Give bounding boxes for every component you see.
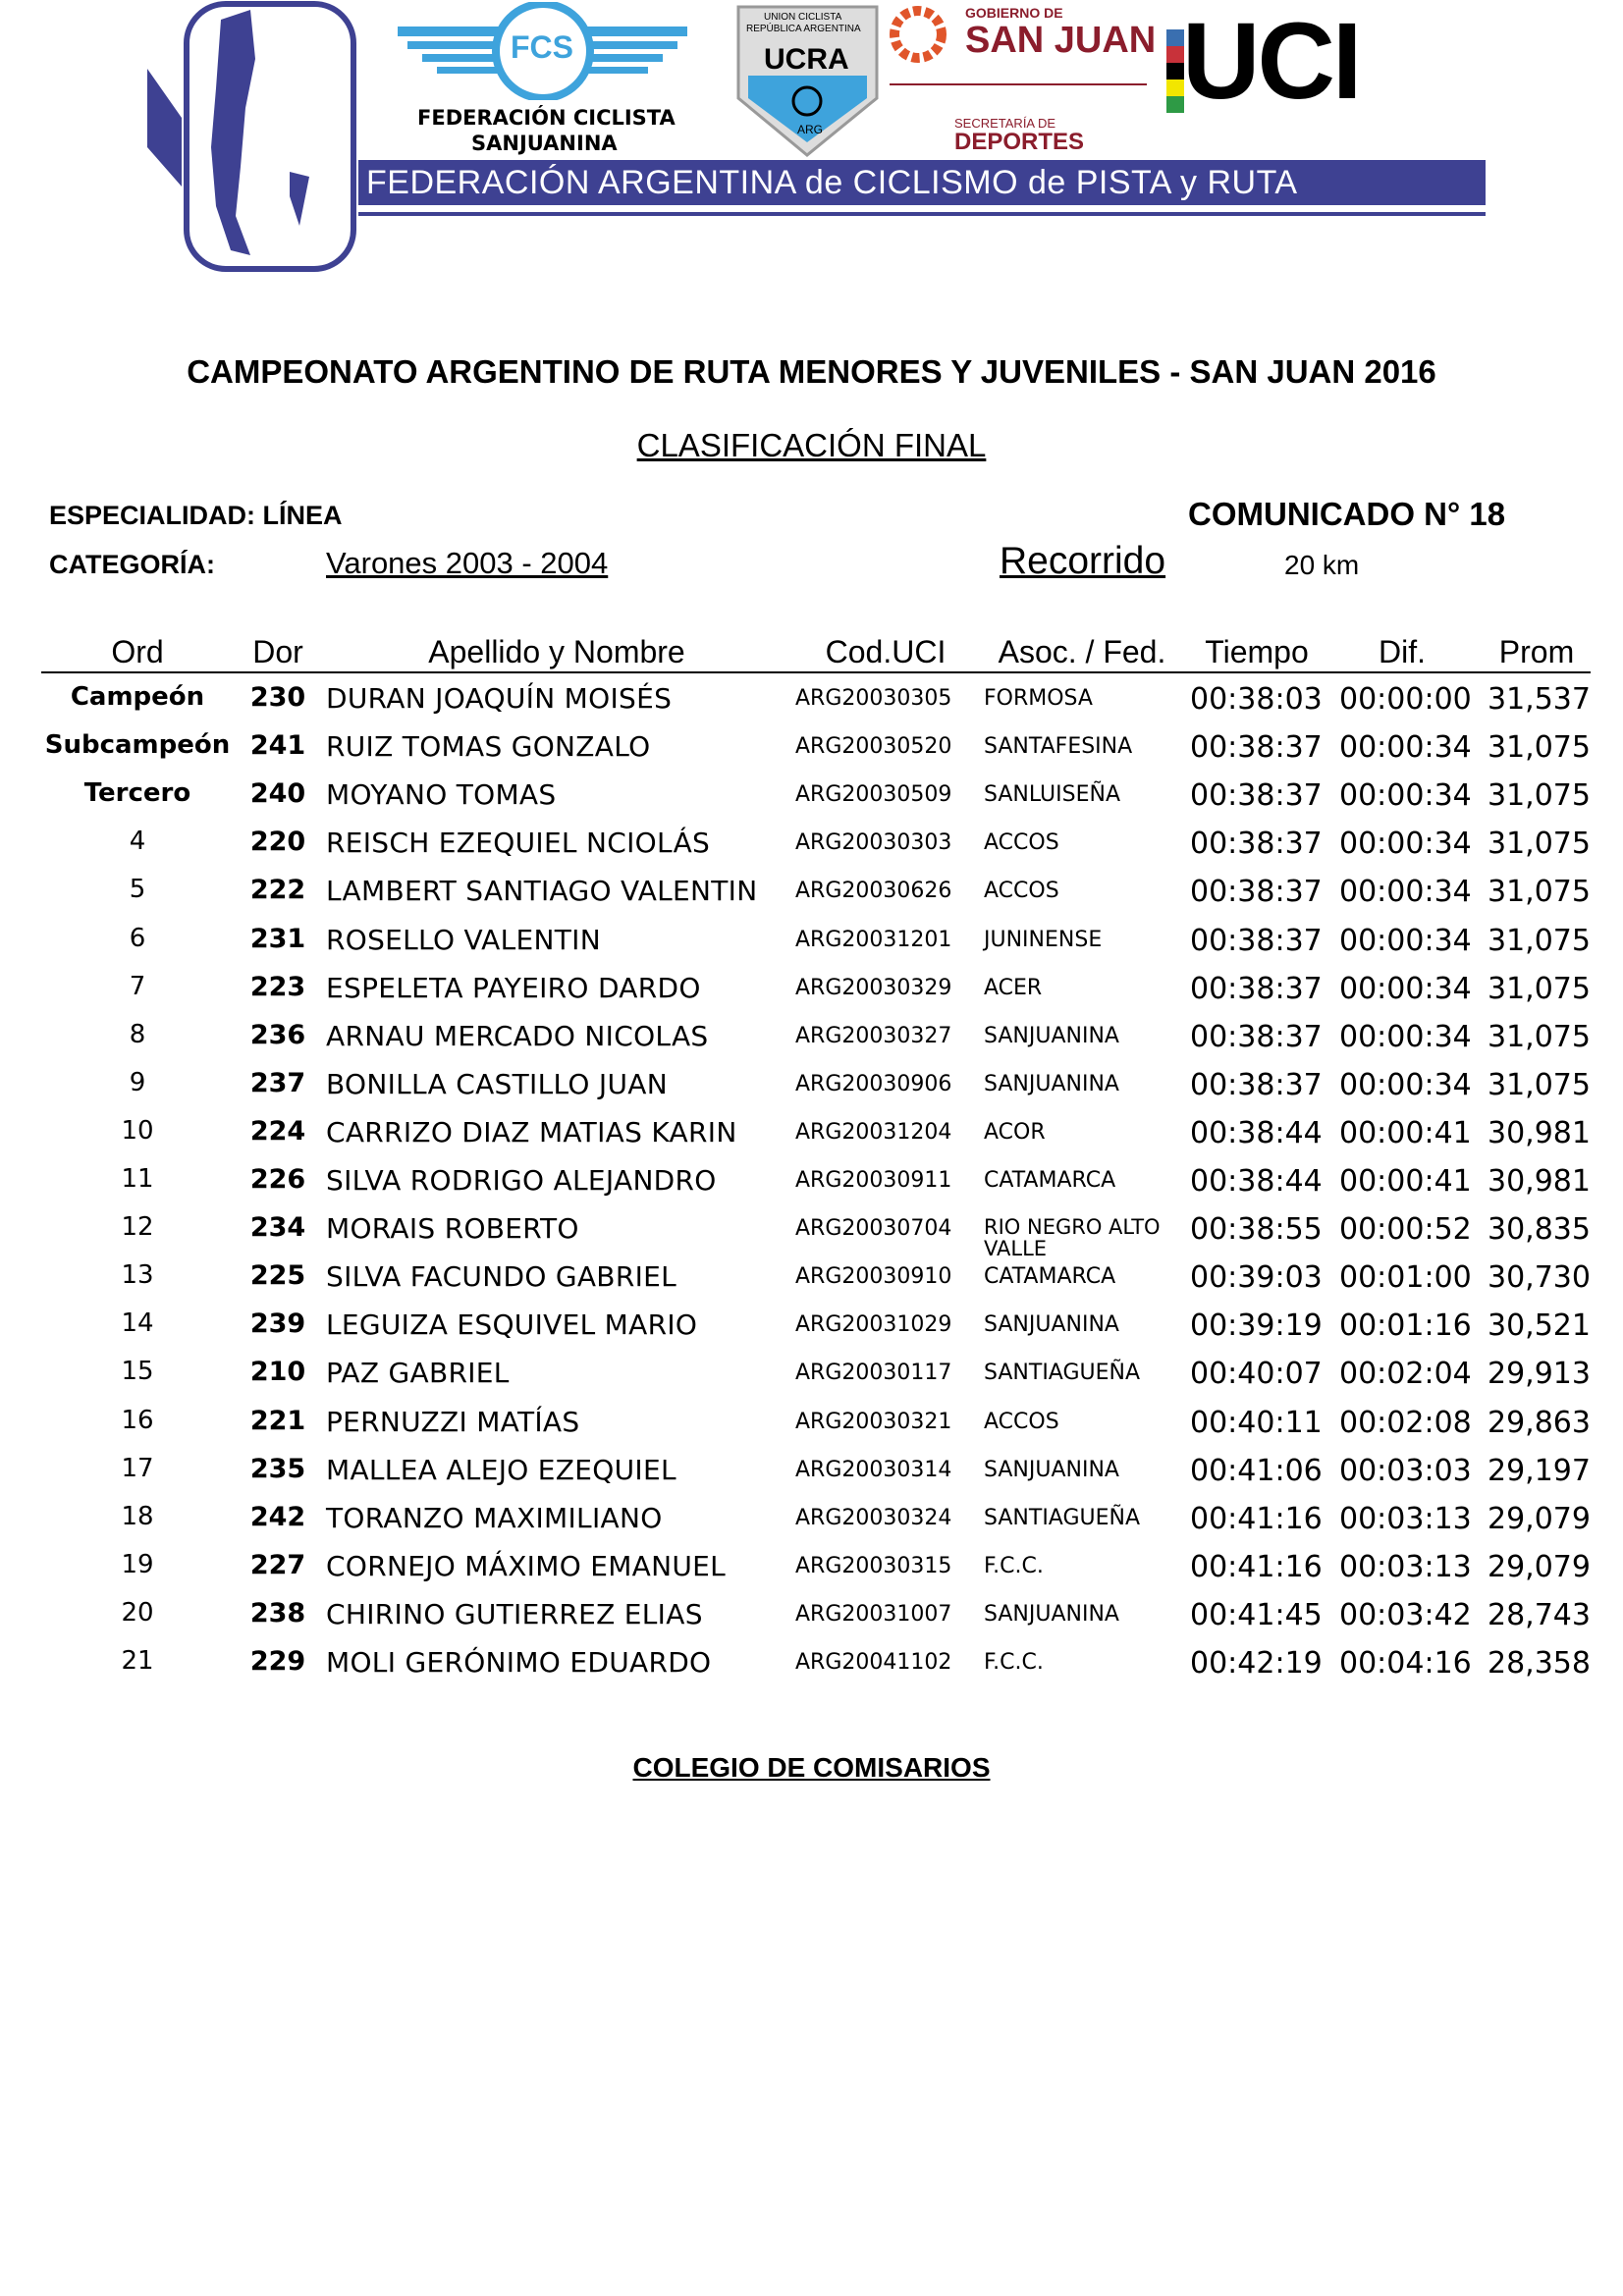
diff-cell: 00:00:41	[1339, 1164, 1472, 1199]
dor-cell: 231	[249, 923, 306, 954]
average-cell: 30,981	[1488, 1164, 1591, 1199]
uci-text: UCI	[1182, 1, 1360, 122]
divider	[890, 83, 1147, 85]
table-row	[0, 778, 1623, 827]
ucra-top1: UNION CICLISTA	[764, 12, 842, 23]
ord-cell: 14	[121, 1308, 154, 1339]
time-cell: 00:39:03	[1190, 1260, 1323, 1296]
federation-cell: SANJUANINA	[984, 1457, 1119, 1482]
table-row	[0, 1502, 1623, 1550]
table-row	[0, 682, 1623, 730]
uci-code-cell: ARG20041102	[795, 1650, 952, 1675]
federation-cell: JUNINENSE	[984, 927, 1103, 952]
time-cell: 00:38:03	[1190, 682, 1323, 717]
header-name: Apellido y Nombre	[428, 634, 685, 669]
ucra-arg: ARG	[797, 123, 824, 136]
dor-cell: 226	[249, 1164, 306, 1195]
page-title: CAMPEONATO ARGENTINO DE RUTA MENORES Y JUVENILES - SAN JUAN 2016	[187, 353, 1436, 390]
federation-cell: ACOR	[984, 1119, 1046, 1145]
time-cell: 00:38:37	[1190, 971, 1323, 1006]
name-cell: CHIRINO GUTIERREZ ELIAS	[326, 1597, 703, 1630]
table-row	[0, 1212, 1623, 1260]
recorrido-value: 20 km	[1284, 550, 1360, 580]
uci-code-cell: ARG20030327	[795, 1023, 952, 1048]
dor-cell: 210	[249, 1357, 306, 1388]
time-cell: 00:41:45	[1190, 1597, 1323, 1632]
ucra-top2: REPÚBLICA ARGENTINA	[746, 24, 861, 34]
federation-cell: F.C.C.	[984, 1650, 1044, 1675]
uci-code-cell: ARG20030704	[795, 1216, 952, 1242]
average-cell: 31,075	[1488, 827, 1591, 862]
ord-cell: Campeón	[70, 682, 205, 712]
ord-cell: 12	[121, 1212, 154, 1243]
time-cell: 00:38:37	[1190, 1019, 1323, 1054]
name-cell: ROSELLO VALENTIN	[326, 923, 601, 956]
federation-cell: SANTIAGUEÑA	[984, 1505, 1141, 1530]
time-cell: 00:41:06	[1190, 1453, 1323, 1488]
time-cell: 00:38:55	[1190, 1212, 1323, 1248]
uci-code-cell: ARG20030321	[795, 1409, 952, 1434]
ord-cell: 4	[129, 827, 146, 857]
federation-cell: CATAMARCA	[984, 1168, 1116, 1193]
federation-banner: FEDERACIÓN ARGENTINA de CICLISMO de PISTA y RUTA	[358, 160, 1486, 205]
table-row	[0, 730, 1623, 778]
table-row	[0, 1020, 1623, 1068]
header-rule	[41, 671, 1591, 673]
dor-cell: 239	[249, 1308, 306, 1340]
name-cell: MOYANO TOMAS	[326, 778, 557, 812]
average-cell: 31,075	[1488, 923, 1591, 958]
table-row	[0, 924, 1623, 972]
diff-cell: 00:00:34	[1339, 778, 1472, 814]
federation-cell: SANTIAGUEÑA	[984, 1361, 1141, 1386]
name-cell: DURAN JOAQUÍN MOISÉS	[326, 682, 673, 715]
table-row	[0, 1260, 1623, 1308]
average-cell: 31,075	[1488, 730, 1591, 766]
federation-cell: ACER	[984, 975, 1043, 1000]
uci-code-cell: ARG20031007	[795, 1601, 952, 1627]
diff-cell: 00:02:04	[1339, 1357, 1472, 1392]
time-cell: 00:38:37	[1190, 730, 1323, 766]
name-cell: BONILLA CASTILLO JUAN	[326, 1067, 668, 1100]
ucra-text: UCRA	[764, 43, 849, 76]
average-cell: 30,521	[1488, 1308, 1591, 1344]
dor-cell: 236	[249, 1019, 306, 1050]
dor-cell: 237	[249, 1067, 306, 1098]
name-cell: PAZ GABRIEL	[326, 1357, 510, 1390]
average-cell: 28,358	[1488, 1646, 1591, 1681]
federation-cell: ACCOS	[984, 879, 1059, 904]
average-cell: 30,730	[1488, 1260, 1591, 1296]
banner-underline	[358, 212, 1486, 216]
ord-cell: 13	[121, 1260, 154, 1291]
diff-cell: 00:03:03	[1339, 1453, 1472, 1488]
federation-cell: SANJUANINA	[984, 1601, 1119, 1627]
uci-code-cell: ARG20031029	[795, 1312, 952, 1338]
footer-signature: COLEGIO DE COMISARIOS	[632, 1752, 991, 1783]
table-row	[0, 1598, 1623, 1646]
diff-cell: 00:02:08	[1339, 1405, 1472, 1440]
sec-small: SECRETARÍA DE	[954, 116, 1056, 131]
dor-cell: 223	[249, 971, 306, 1002]
table-row	[0, 1357, 1623, 1405]
dor-cell: 220	[249, 827, 306, 858]
average-cell: 28,743	[1488, 1597, 1591, 1632]
name-cell: PERNUZZI MATÍAS	[326, 1405, 580, 1438]
sun-icon	[889, 3, 947, 67]
average-cell: 31,075	[1488, 875, 1591, 910]
ord-cell: 7	[129, 971, 146, 1001]
header-ord: Ord	[111, 634, 164, 669]
name-cell: SILVA FACUNDO GABRIEL	[326, 1260, 677, 1294]
uci-code-cell: ARG20030305	[795, 686, 952, 711]
name-cell: RUIZ TOMAS GONZALO	[326, 730, 651, 764]
uci-code-cell: ARG20031204	[795, 1119, 952, 1145]
ord-cell: 19	[121, 1549, 154, 1579]
diff-cell: 00:00:34	[1339, 1067, 1472, 1102]
time-cell: 00:38:44	[1190, 1164, 1323, 1199]
federation-cell: ACCOS	[984, 1409, 1059, 1434]
table-row	[0, 1454, 1623, 1502]
table-row	[0, 1406, 1623, 1454]
federation-cell: FORMOSA	[984, 686, 1093, 711]
federation-cell: SANTAFESINA	[984, 734, 1133, 760]
diff-cell: 00:03:13	[1339, 1549, 1472, 1584]
dor-cell: 241	[249, 730, 306, 762]
table-row	[0, 1646, 1623, 1694]
time-cell: 00:42:19	[1190, 1646, 1323, 1681]
ord-cell: 16	[121, 1405, 154, 1435]
dor-cell: 234	[249, 1212, 306, 1244]
comunicado: COMUNICADO N° 18	[1188, 496, 1506, 532]
time-cell: 00:41:16	[1190, 1501, 1323, 1536]
uci-code-cell: ARG20030911	[795, 1168, 952, 1193]
header-dif: Dif.	[1379, 634, 1426, 669]
table-row	[0, 1550, 1623, 1598]
diff-cell: 00:03:42	[1339, 1597, 1472, 1632]
ord-cell: 9	[129, 1067, 146, 1097]
average-cell: 31,075	[1488, 1067, 1591, 1102]
name-cell: MORAIS ROBERTO	[326, 1212, 579, 1246]
name-cell: MALLEA ALEJO EZEQUIEL	[326, 1453, 676, 1486]
uci-code-cell: ARG20030509	[795, 782, 952, 808]
ord-cell: 20	[121, 1597, 154, 1628]
dor-cell: 235	[249, 1453, 306, 1484]
dor-cell: 227	[249, 1549, 306, 1580]
average-cell: 31,075	[1488, 971, 1591, 1006]
gob-big: SAN JUAN	[965, 20, 1157, 61]
uci-code-cell: ARG20030315	[795, 1553, 952, 1578]
fcs-name-2: SANJUANINA	[471, 132, 618, 155]
time-cell: 00:38:37	[1190, 827, 1323, 862]
header-dor: Dor	[252, 634, 303, 669]
dor-cell: 225	[249, 1260, 306, 1292]
uci-code-cell: ARG20030910	[795, 1264, 952, 1290]
diff-cell: 00:00:41	[1339, 1115, 1472, 1150]
gob-small: GOBIERNO DE	[965, 5, 1063, 21]
uci-code-cell: ARG20030906	[795, 1071, 952, 1096]
uci-code-cell: ARG20030520	[795, 734, 952, 760]
table-row	[0, 1116, 1623, 1164]
diff-cell: 00:00:34	[1339, 875, 1472, 910]
header-uci: Cod.UCI	[825, 634, 947, 669]
time-cell: 00:38:37	[1190, 778, 1323, 814]
average-cell: 31,075	[1488, 1019, 1591, 1054]
dor-cell: 221	[249, 1405, 306, 1436]
federation-cell: ACCOS	[984, 830, 1059, 856]
diff-cell: 00:00:34	[1339, 923, 1472, 958]
federation-cell: SANJUANINA	[984, 1071, 1119, 1096]
time-cell: 00:41:16	[1190, 1549, 1323, 1584]
uci-code-cell: ARG20030329	[795, 975, 952, 1000]
federation-cell: SANLUISEÑA	[984, 782, 1121, 808]
ord-cell: Subcampeón	[44, 730, 231, 761]
categoria-value: Varones 2003 - 2004	[326, 546, 609, 580]
header-prom: Prom	[1498, 634, 1575, 669]
diff-cell: 00:03:13	[1339, 1501, 1472, 1536]
average-cell: 29,197	[1488, 1453, 1591, 1488]
name-cell: SILVA RODRIGO ALEJANDRO	[326, 1164, 717, 1197]
average-cell: 31,537	[1488, 682, 1591, 717]
name-cell: CORNEJO MÁXIMO EMANUEL	[326, 1549, 727, 1582]
sec-big: DEPORTES	[954, 129, 1085, 155]
table-row	[0, 1308, 1623, 1357]
fcs-name-1: FEDERACIÓN CICLISTA	[417, 106, 676, 130]
dor-cell: 230	[249, 682, 306, 713]
ord-cell: 5	[129, 875, 146, 905]
diff-cell: 00:00:34	[1339, 971, 1472, 1006]
table-row	[0, 972, 1623, 1020]
table-row	[0, 827, 1623, 875]
average-cell: 31,075	[1488, 778, 1591, 814]
table-row	[0, 875, 1623, 923]
name-cell: ESPELETA PAYEIRO DARDO	[326, 971, 701, 1004]
ord-cell: Tercero	[83, 778, 191, 809]
table-row	[0, 1164, 1623, 1212]
especialidad: ESPECIALIDAD: LÍNEA	[49, 501, 343, 530]
ord-cell: 21	[121, 1646, 154, 1676]
time-cell: 00:38:37	[1190, 875, 1323, 910]
uci-code-cell: ARG20030324	[795, 1505, 952, 1530]
diff-cell: 00:00:52	[1339, 1212, 1472, 1248]
ord-cell: 17	[121, 1453, 154, 1483]
diff-cell: 00:00:34	[1339, 730, 1472, 766]
argentina-map-logo	[142, 0, 363, 275]
average-cell: 29,079	[1488, 1501, 1591, 1536]
uci-code-cell: ARG20030314	[795, 1457, 952, 1482]
average-cell: 29,863	[1488, 1405, 1591, 1440]
ord-cell: 18	[121, 1501, 154, 1531]
table-row	[0, 1068, 1623, 1116]
time-cell: 00:38:37	[1190, 923, 1323, 958]
dor-cell: 224	[249, 1115, 306, 1147]
diff-cell: 00:01:00	[1339, 1260, 1472, 1296]
federation-cell: F.C.C.	[984, 1553, 1044, 1578]
uci-code-cell: ARG20030626	[795, 879, 952, 904]
uci-code-cell: ARG20030117	[795, 1361, 952, 1386]
ord-cell: 15	[121, 1357, 154, 1387]
federation-cell: CATAMARCA	[984, 1264, 1116, 1290]
subtitle: CLASIFICACIÓN FINAL	[636, 427, 987, 463]
time-cell: 00:38:37	[1190, 1067, 1323, 1102]
ord-cell: 6	[129, 923, 146, 953]
header-fed: Asoc. / Fed.	[998, 634, 1166, 669]
ord-cell: 11	[121, 1164, 154, 1194]
name-cell: LAMBERT SANTIAGO VALENTIN	[326, 875, 758, 908]
name-cell: TORANZO MAXIMILIANO	[326, 1501, 663, 1534]
dor-cell: 229	[249, 1646, 306, 1677]
name-cell: LEGUIZA ESQUIVEL MARIO	[326, 1308, 698, 1342]
uci-code-cell: ARG20030303	[795, 830, 952, 856]
categoria-label: CATEGORÍA:	[49, 550, 215, 579]
header-time: Tiempo	[1205, 634, 1309, 669]
dor-cell: 240	[249, 778, 306, 810]
ord-cell: 8	[129, 1019, 146, 1049]
time-cell: 00:40:07	[1190, 1357, 1323, 1392]
name-cell: CARRIZO DIAZ MATIAS KARIN	[326, 1115, 737, 1148]
ord-cell: 10	[121, 1115, 154, 1146]
time-cell: 00:40:11	[1190, 1405, 1323, 1440]
dor-cell: 242	[249, 1501, 306, 1532]
time-cell: 00:38:44	[1190, 1115, 1323, 1150]
federation-cell: SANJUANINA	[984, 1312, 1119, 1338]
diff-cell: 00:01:16	[1339, 1308, 1472, 1344]
name-cell: ARNAU MERCADO NICOLAS	[326, 1019, 709, 1052]
name-cell: MOLI GERÓNIMO EDUARDO	[326, 1646, 712, 1679]
diff-cell: 00:00:34	[1339, 1019, 1472, 1054]
average-cell: 29,079	[1488, 1549, 1591, 1584]
diff-cell: 00:00:00	[1339, 682, 1472, 717]
name-cell: REISCH EZEQUIEL NCIOLÁS	[326, 827, 711, 860]
average-cell: 30,835	[1488, 1212, 1591, 1248]
diff-cell: 00:00:34	[1339, 827, 1472, 862]
dor-cell: 222	[249, 875, 306, 906]
dor-cell: 238	[249, 1597, 306, 1629]
average-cell: 30,981	[1488, 1115, 1591, 1150]
time-cell: 00:39:19	[1190, 1308, 1323, 1344]
federation-cell: RIO NEGRO ALTO VALLE	[984, 1215, 1161, 1261]
recorrido-label: Recorrido	[1000, 540, 1166, 582]
federation-cell: SANJUANINA	[984, 1023, 1119, 1048]
average-cell: 29,913	[1488, 1357, 1591, 1392]
fcs-mark: FCS	[511, 29, 573, 65]
uci-code-cell: ARG20031201	[795, 927, 952, 952]
diff-cell: 00:04:16	[1339, 1646, 1472, 1681]
